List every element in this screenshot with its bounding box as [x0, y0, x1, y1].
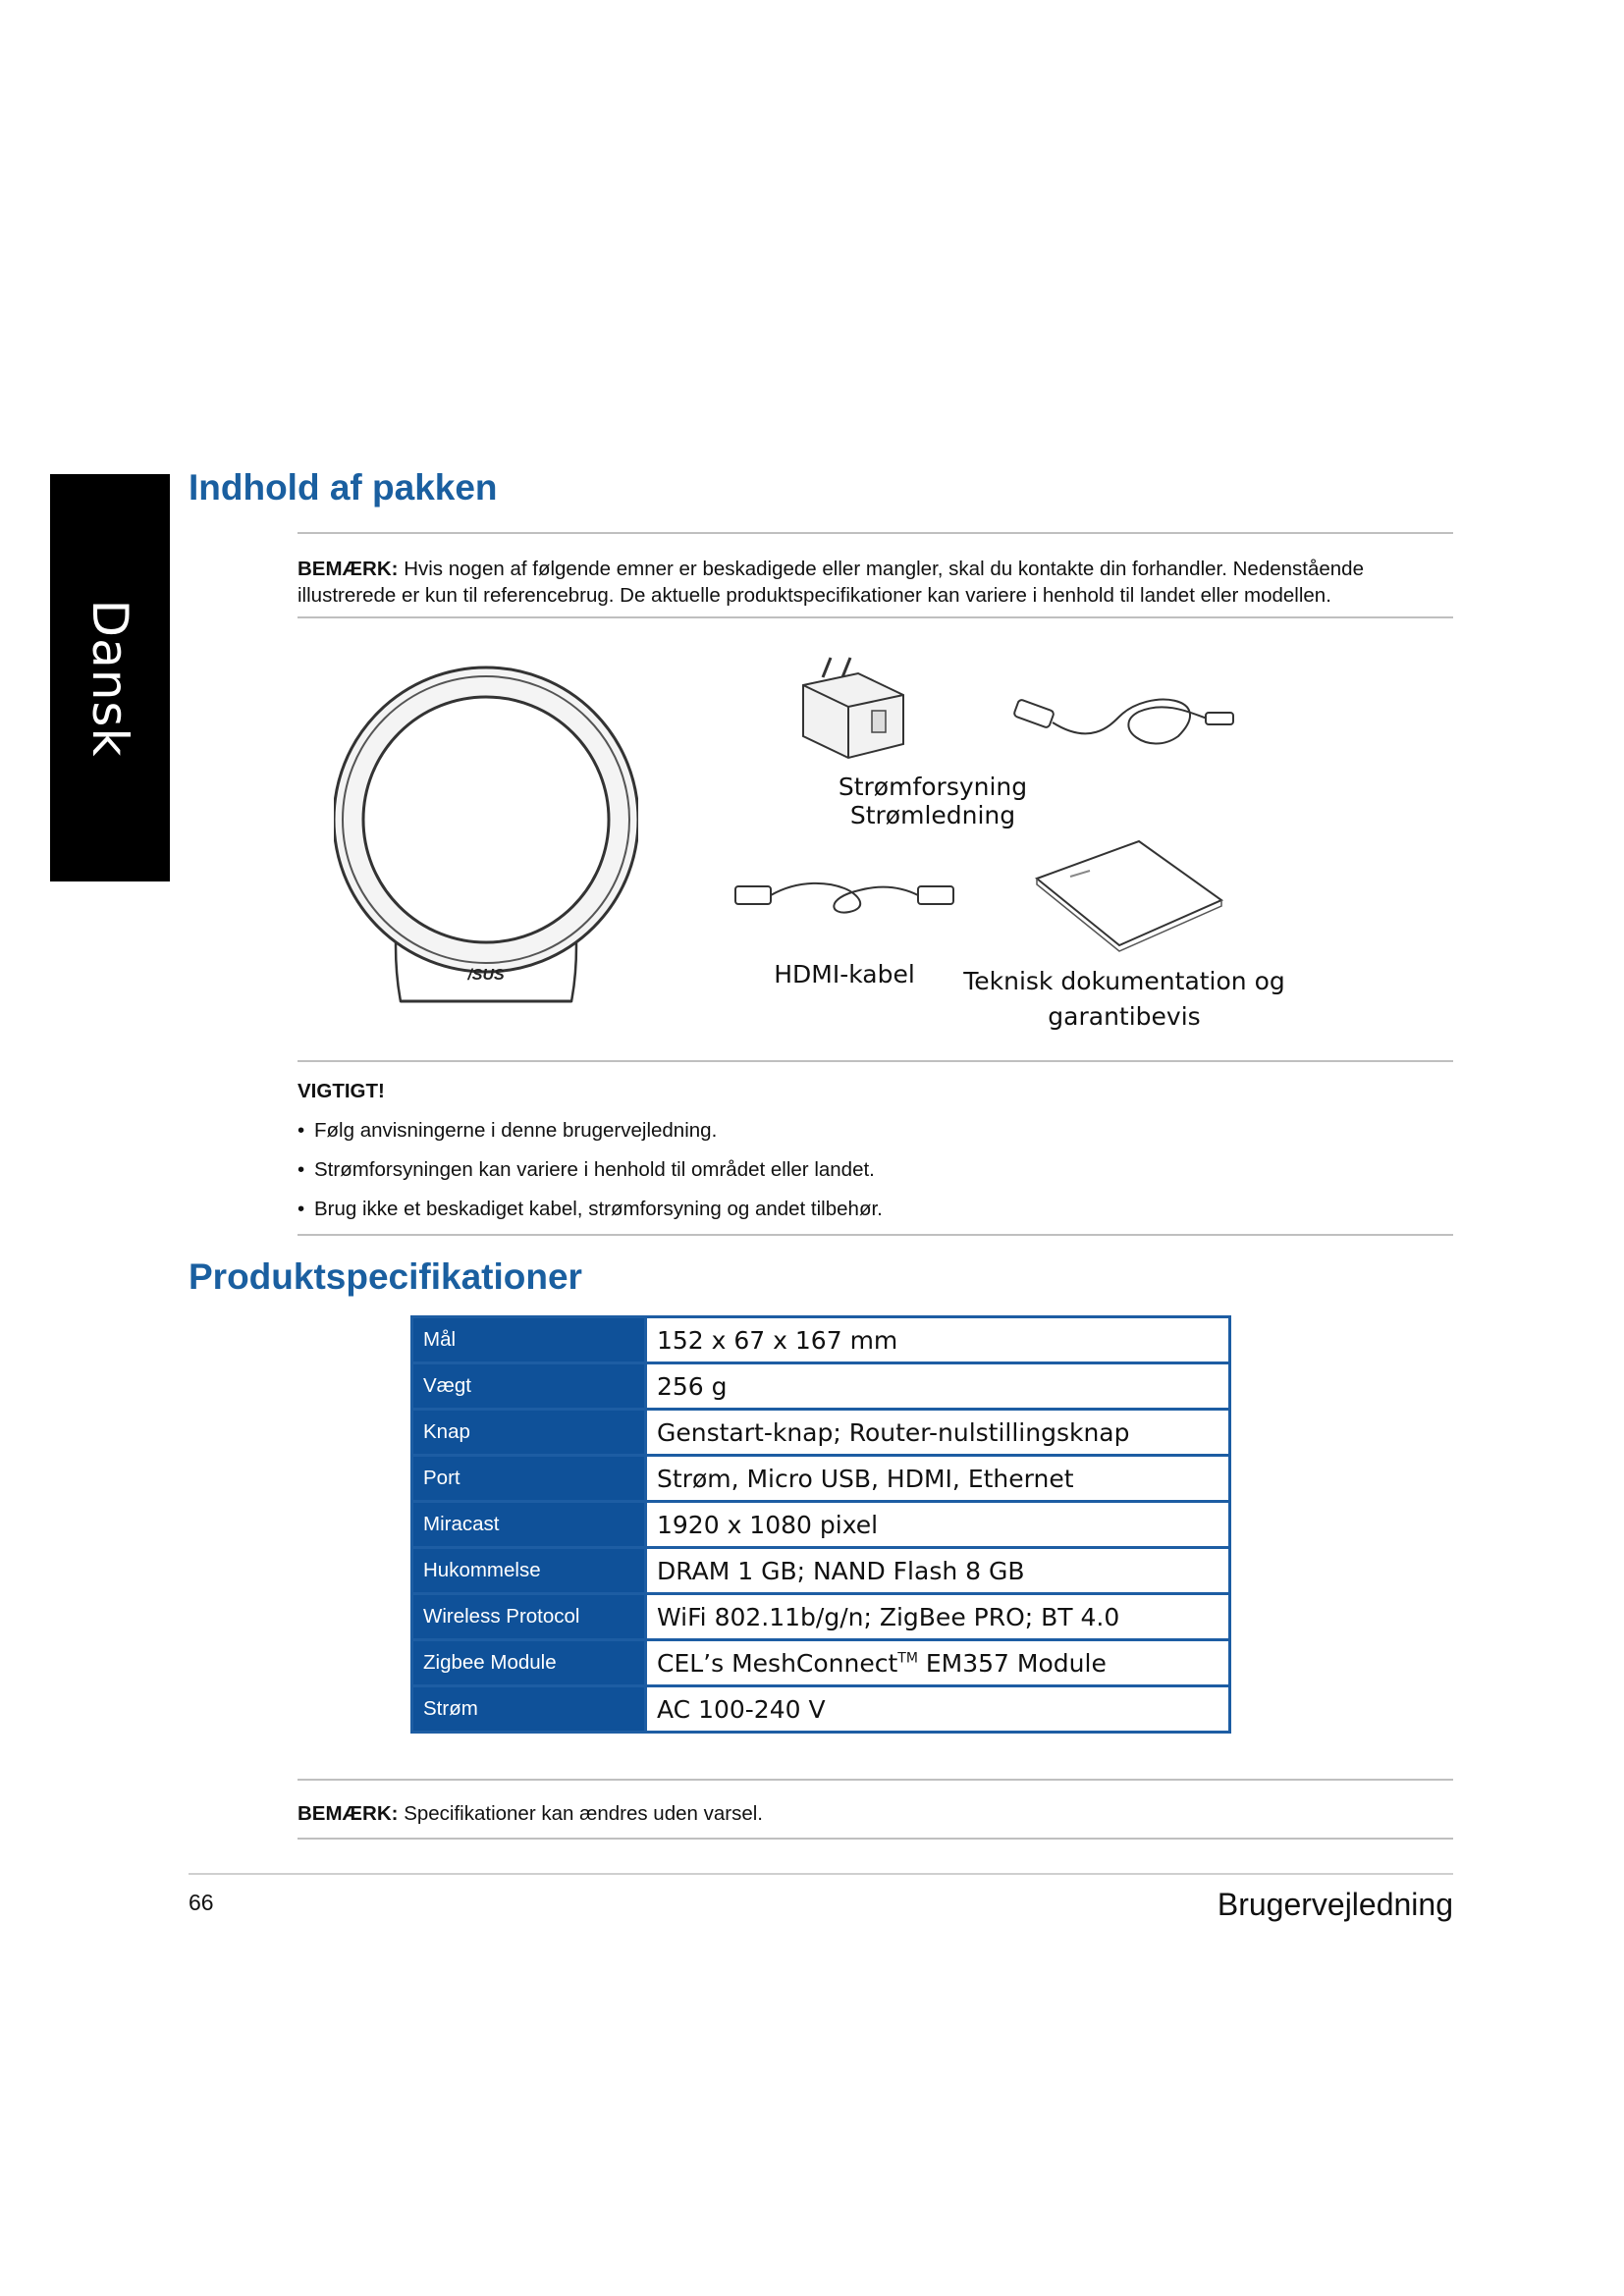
- specs-note: [298, 1800, 1436, 1827]
- trademark-mark: TM: [897, 1650, 918, 1667]
- table-row: [412, 1317, 1230, 1363]
- spec-key: Knap: [412, 1410, 646, 1456]
- note-text: Specifikationer kan ændres uden varsel.: [404, 1802, 763, 1825]
- hdmi-cable-icon: [731, 869, 957, 928]
- spec-value-main: CEL’s MeshConnect: [657, 1648, 898, 1678]
- note-label: BEMÆRK:: [298, 1802, 399, 1825]
- caption-documentation-line2: garantibevis: [1048, 1002, 1201, 1031]
- spec-key: Hukommelse: [412, 1548, 646, 1594]
- spec-value: WiFi 802.11b/g/n; ZigBee PRO; BT 4.0: [646, 1594, 1230, 1640]
- divider: [298, 616, 1453, 618]
- language-tab: [50, 474, 170, 881]
- documentation-icon: [1031, 839, 1227, 952]
- device-logo: /SUS: [467, 967, 505, 984]
- important-list: [298, 1117, 883, 1235]
- table-row: [412, 1502, 1230, 1548]
- spec-value: 1920 x 1080 pixel: [646, 1502, 1230, 1548]
- spec-value: Genstart-knap; Router-nulstillingsknap: [646, 1410, 1230, 1456]
- spec-value: Strøm, Micro USB, HDMI, Ethernet: [646, 1456, 1230, 1502]
- important-label: VIGTIGT!: [298, 1080, 385, 1102]
- table-row: [412, 1410, 1230, 1456]
- spec-key: Strøm: [412, 1686, 646, 1733]
- footer-title: Brugervejledning: [1217, 1887, 1453, 1922]
- device-illustration: [334, 656, 638, 1011]
- spec-key: Zigbee Module: [412, 1640, 646, 1686]
- table-row: [412, 1456, 1230, 1502]
- package-note: [298, 556, 1436, 609]
- divider: [298, 1060, 1453, 1062]
- spec-value: 152 x 67 x 167 mm: [646, 1317, 1230, 1363]
- caption-hdmi-cable: HDMI-kabel: [774, 960, 915, 988]
- spec-value-rest: EM357 Module: [917, 1648, 1107, 1678]
- spec-key: Miracast: [412, 1502, 646, 1548]
- note-text: Hvis nogen af følgende emner er beskadigede eller mangler, skal du kontakte din forhandler. Nedenstående illustrerede er kun til referencebrug. De aktuelle produktspecifikationer kan variere i henhold til landet eller modellen.: [298, 558, 1364, 607]
- list-item: • Brug ikke et beskadiget kabel, strømforsyning og andet tilbehør.: [298, 1196, 883, 1235]
- spec-key: Port: [412, 1456, 646, 1502]
- divider: [298, 532, 1453, 534]
- table-row: [412, 1363, 1230, 1410]
- table-row: [412, 1640, 1230, 1686]
- table-row: [412, 1548, 1230, 1594]
- caption-documentation: [952, 964, 1296, 1035]
- note-label: BEMÆRK:: [298, 558, 399, 580]
- power-adapter-icon: [793, 656, 911, 764]
- divider: [298, 1234, 1453, 1236]
- language-tab-label: Dansk: [81, 599, 138, 757]
- spec-key: Vægt: [412, 1363, 646, 1410]
- spec-value: 256 g: [646, 1363, 1230, 1410]
- spec-value: AC 100-240 V: [646, 1686, 1230, 1733]
- package-contents-title: Indhold af pakken: [189, 467, 498, 507]
- caption-documentation-line1: Teknisk dokumentation og: [963, 967, 1285, 995]
- table-row: [412, 1594, 1230, 1640]
- specifications-table: [410, 1315, 1231, 1734]
- spec-value: DRAM 1 GB; NAND Flash 8 GB: [646, 1548, 1230, 1594]
- spec-value: [646, 1640, 1230, 1686]
- spec-key: Wireless Protocol: [412, 1594, 646, 1640]
- divider: [298, 1838, 1453, 1840]
- divider: [298, 1779, 1453, 1781]
- list-item: • Følg anvisningerne i denne brugervejledning.: [298, 1117, 883, 1156]
- footer-divider: [189, 1873, 1453, 1875]
- caption-power-supply-cord: Strømforsyning Strømledning: [838, 773, 1028, 829]
- table-row: [412, 1686, 1230, 1733]
- specifications-title: Produktspecifikationer: [189, 1256, 582, 1297]
- usb-cable-icon: [1011, 687, 1237, 756]
- spec-key: Mål: [412, 1317, 646, 1363]
- page-number: 66: [189, 1890, 214, 1915]
- list-item: • Strømforsyningen kan variere i henhold til området eller landet.: [298, 1156, 883, 1196]
